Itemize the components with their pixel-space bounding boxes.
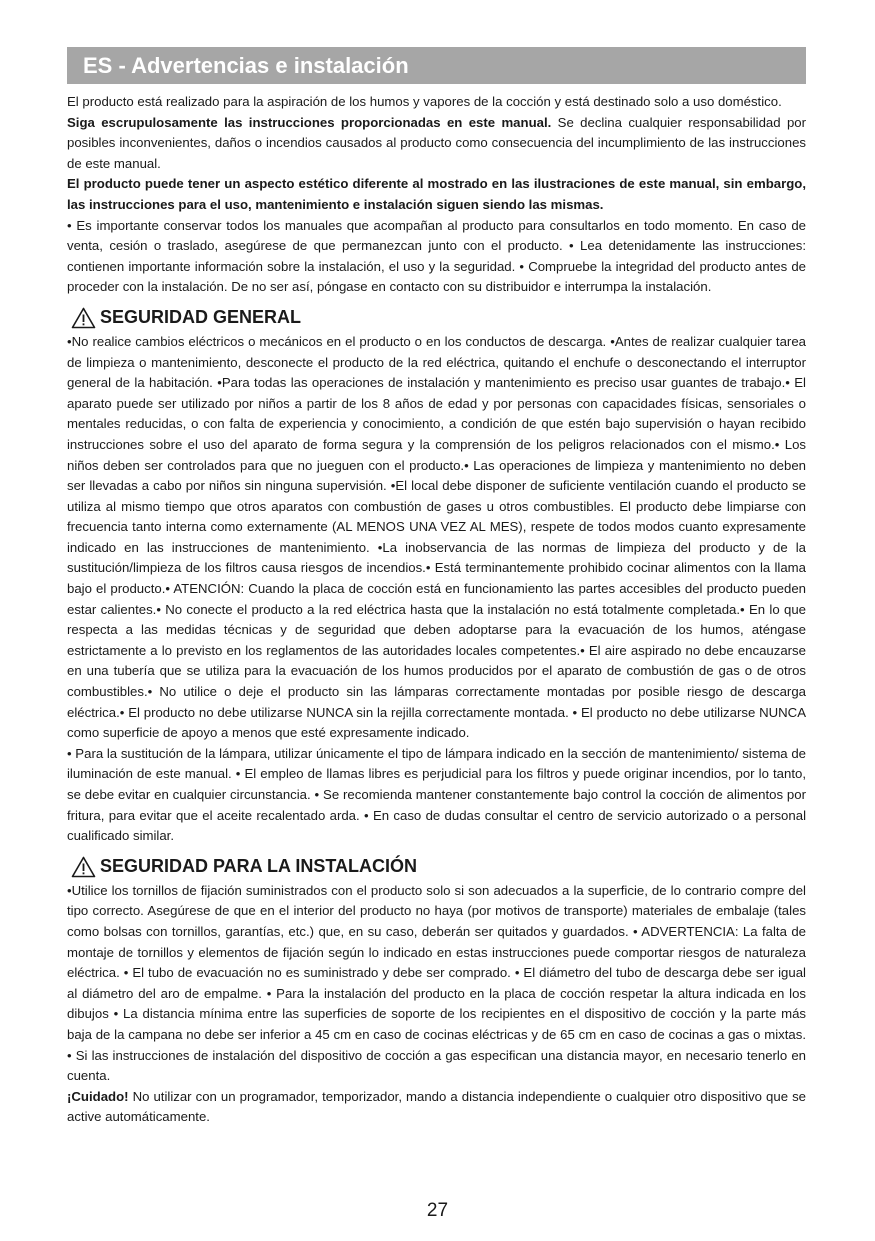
intro-paragraph-4: • Es importante conservar todos los manuales que acompañan al producto para consultarlos en todo momento. En caso de venta, cesión o traslado, asegúrese de que permanezcan junto con el producto. • Lea detenidamente las instrucciones: contienen importante información sobre la instalación, el uso y la seguridad. • Compruebe la integridad del producto antes de proceder con la instalación. De no ser así, póngase en contacto con su distribuidor e interrumpa la instalación. [67, 217, 806, 295]
installation-safety-paragraph-1: •Utilice los tornillos de fijación suministrados con el producto solo si son adecuados a la superficie, de lo contrario compre del tipo correcto. Asegúrese de que en el interior del producto no haya (por motivos de transporte) materiales de embalaje (tales como bolsas con tornillos, garantías, etc.) que, en su caso, deberán ser quitados y guardados. • ADVERTENCIA: La falta de montaje de tornillos y elementos de fijación según lo indicado en estas instrucciones puede comportar riesgos de naturaleza eléctrica. • El tubo de evacuación no es suministrado y debe ser comprado. • El diámetro del tubo de descarga debe ser igual al diámetro del aro de empalme. • Para la instalación del producto en la placa de cocción respetar la altura indicada en los dibujos • La distancia mínima entre las superficies de soporte de los recipientes en el dispositivo de cocción y la parte más baja de la campana no debe ser inferior a 45 cm en caso de cocinas eléctricas y de 65 cm en caso de cocinas a gas o mixtas. • Si las instrucciones de instalación del dispositivo de cocción a gas especifican una distancia mayor, en necesario tenerlo en cuenta. [67, 882, 806, 1084]
general-safety-heading-row [67, 306, 806, 330]
installation-safety-heading-row [67, 855, 806, 879]
intro-paragraph-2-bold: Siga escrupulosamente las instrucciones proporcionadas en este manual. [67, 114, 552, 130]
general-safety-paragraph-1: •No realice cambios eléctricos o mecánicos en el producto o en los conductos de descarga. •Antes de realizar cualquier tarea de limpieza o mantenimiento, desconecte el producto de la red eléctrica, quitando el enchufe o desconectando el interruptor general de la habitación. •Para todas las operaciones de instalación y mantenimiento es preciso usar guantes de trabajo.• El aparato puede ser utilizado por niños a partir de los 8 años de edad y por personas con capacidades físicas, sensoriales o mentales reducidas, o con falta de experiencia y conocimiento, a condición de que estén bajo supervisión o hayan recibido instrucciones sobre el uso del aparato de forma segura y la comprensión de los peligros relacionados con el mismo.• Los niños deben ser controlados para que no jueguen con el producto.• Las operaciones de limpieza y mantenimiento no deben ser llevadas a cabo por niños sin ninguna supervisión. •El local debe disponer de suficiente ventilación cuando el producto se utiliza al mismo tiempo que otros aparatos con combustión de gases u otros combustibles. El producto debe limpiarse con frecuencia tanto interna como externamente (AL MENOS UNA VEZ AL MES), respete de todos modos cuanto expresamente indicado en las instrucciones de mantenimiento. •La inobservancia de las normas de limpieza del producto y de la sustitución/limpieza de los filtros causa riesgos de incendios.• Está terminantemente prohibido cocinar alimentos con la llama bajo el producto.• ATENCIÓN: Cuando la placa de cocción está en funcionamiento las partes accesibles del producto pueden estar calientes.• No conecte el producto a la red eléctrica hasta que la instalación no está totalmente completada.• En lo que respecta a las medidas técnicas y de seguridad que deben adoptarse para la evacuación de los humos, aténgase estrictamente a lo previsto en los reglamentos de las autoridades locales competentes.• El aire aspirado no debe encauzarse en una tubería que se utiliza para la evacuación de los humos producidos por el aparato de combustión de gas o de otros combustibles.• No utilice o deje el producto sin las lámparas correctamente montadas por posible riesgo de descarga eléctrica.• El producto no debe utilizarse NUNCA sin la rejilla correctamente montada. • El producto no debe utilizarse NUNCA como superficie de apoyo a menos que esté expresamente indicado. [67, 333, 806, 741]
page-number: 27 [426, 1200, 449, 1221]
caution-label: ¡Cuidado! [67, 1088, 129, 1104]
installation-safety-heading: SEGURIDAD PARA LA INSTALACIÓN [100, 856, 417, 877]
caution-text: No utilizar con un programador, temporizador, mando a distancia independiente o cualquier otro dispositivo que se active automáticamente. [67, 1088, 806, 1125]
page-content [67, 47, 806, 1128]
warning-triangle-icon [71, 856, 96, 878]
warning-triangle-icon [71, 307, 96, 329]
intro-paragraph-2 [67, 113, 806, 175]
intro-section [67, 92, 806, 298]
general-safety-heading: SEGURIDAD GENERAL [100, 307, 302, 328]
page-title: ES - Advertencias e instalación [83, 52, 409, 78]
general-safety-paragraph-2: • Para la sustitución de la lámpara, utilizar únicamente el tipo de lámpara indicado en la sección de mantenimiento/ sistema de iluminación de este manual. • El empleo de llamas libres es perjudicial para los filtros y puede originar incendios, por lo tanto, se debe evitar en cualquier circunstancia. • Se recomienda mantener constantemente bajo control la cocción de alimentos por fritura, para evitar que el aceite recalentado arda. • En caso de dudas consultar el centro de servicio autorizado o a personal cualificado similar. [67, 745, 806, 844]
intro-paragraph-3-bold: El producto puede tener un aspecto estético diferente al mostrado en las ilustraciones de este manual, sin embargo, las instrucciones para el uso, mantenimiento e instalación siguen siendo las mismas. [67, 176, 806, 212]
installation-safety-paragraph-2 [67, 1087, 806, 1128]
title-bar [67, 47, 806, 84]
intro-paragraph-1: El producto está realizado para la aspiración de los humos y vapores de la cocción y está destinado solo a uso doméstico. [67, 94, 782, 109]
intro-paragraph-2-text: Se declina cualquier responsabilidad por posibles inconvenientes, daños o incendios causados al producto como consecuencia del incumplimiento de las instrucciones de este manual. [67, 114, 806, 171]
intro-paragraph-3 [67, 174, 806, 215]
